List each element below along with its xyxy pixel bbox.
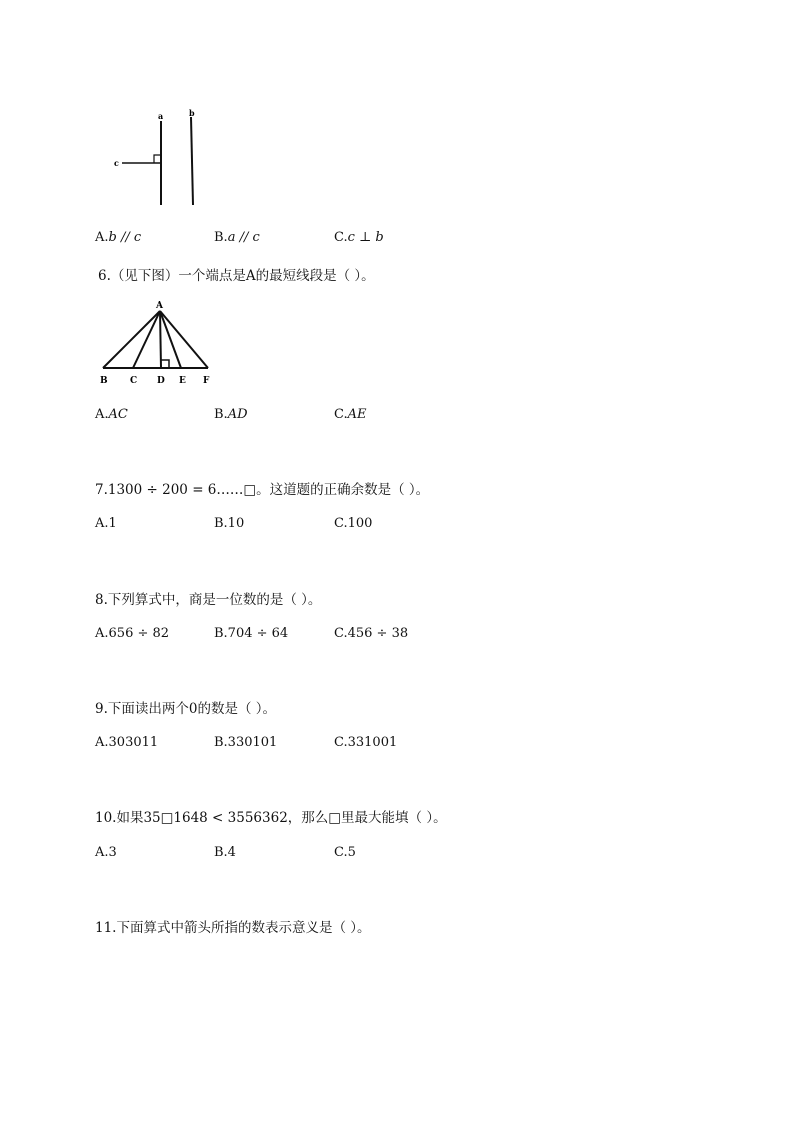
label-C: C: [130, 376, 138, 386]
q6-option-b-prefix: B.: [214, 407, 228, 422]
q5-option-a-value: b // c: [108, 230, 142, 245]
q8-option-b[interactable]: B.704 ÷ 64: [214, 626, 289, 641]
q5-option-b-prefix: B.: [214, 230, 228, 245]
segment-ad: [160, 311, 161, 368]
q7-option-a[interactable]: A.1: [95, 516, 117, 531]
q5-option-a[interactable]: [95, 230, 141, 245]
q9-option-c[interactable]: C.331001: [334, 735, 398, 750]
label-E: E: [179, 376, 186, 386]
label-F: F: [203, 376, 210, 386]
q9-option-b[interactable]: B.330101: [214, 735, 278, 750]
label-a: a: [158, 111, 164, 121]
q6-option-c-value: AE: [347, 407, 367, 422]
q6-option-c[interactable]: [334, 407, 367, 422]
q6-question: 6.（见下图）一个端点是A的最短线段是（ ）。: [98, 268, 375, 284]
q6-option-b-value: AD: [227, 407, 248, 422]
q6-option-a[interactable]: [95, 407, 128, 422]
q6-option-a-value: AC: [108, 407, 128, 422]
q7-option-c[interactable]: C.100: [334, 516, 373, 531]
q6-option-b[interactable]: [214, 407, 248, 422]
q5-option-c[interactable]: [334, 230, 384, 245]
q5-option-c-prefix: C.: [334, 230, 348, 245]
label-b: b: [189, 108, 195, 118]
q8-question: 8.下列算式中，商是一位数的是（ ）。: [95, 592, 322, 608]
q6-option-a-prefix: A.: [95, 407, 109, 422]
segment-ac: [133, 311, 160, 368]
q8-option-a[interactable]: A.656 ÷ 82: [95, 626, 170, 641]
right-angle-mark: [154, 155, 161, 163]
q5-option-a-prefix: A.: [95, 230, 109, 245]
label-A: A: [156, 301, 163, 311]
label-D: D: [157, 376, 165, 386]
label-B: B: [100, 376, 108, 386]
q5-option-c-value: c ⊥ b: [347, 230, 384, 245]
q11-question: 11.下面算式中箭头所指的数表示意义是（ ）。: [95, 920, 371, 936]
label-c: c: [114, 158, 119, 168]
segment-ab: [103, 311, 160, 368]
triangle-figure: [95, 295, 225, 390]
q7-question: 7.1300 ÷ 200 = 6……□。这道题的正确余数是（ ）。: [95, 482, 430, 498]
q10-question: 10.如果35□1648 < 3556362，那么□里最大能填（ ）。: [95, 810, 447, 826]
line-b: [191, 117, 193, 205]
q5-option-b[interactable]: [214, 230, 260, 245]
q5-option-b-value: a // c: [227, 230, 260, 245]
right-angle-mark: [161, 360, 169, 368]
q7-option-b[interactable]: B.10: [214, 516, 245, 531]
q10-option-a[interactable]: A.3: [95, 845, 117, 860]
q9-question: 9.下面读出两个0的数是（ ）。: [95, 701, 277, 717]
q10-option-c[interactable]: C.5: [334, 845, 356, 860]
q10-option-b[interactable]: B.4: [214, 845, 236, 860]
q8-option-c[interactable]: C.456 ÷ 38: [334, 626, 409, 641]
q6-option-c-prefix: C.: [334, 407, 348, 422]
q9-option-a[interactable]: A.303011: [95, 735, 159, 750]
parallel-lines-figure: [100, 105, 220, 215]
